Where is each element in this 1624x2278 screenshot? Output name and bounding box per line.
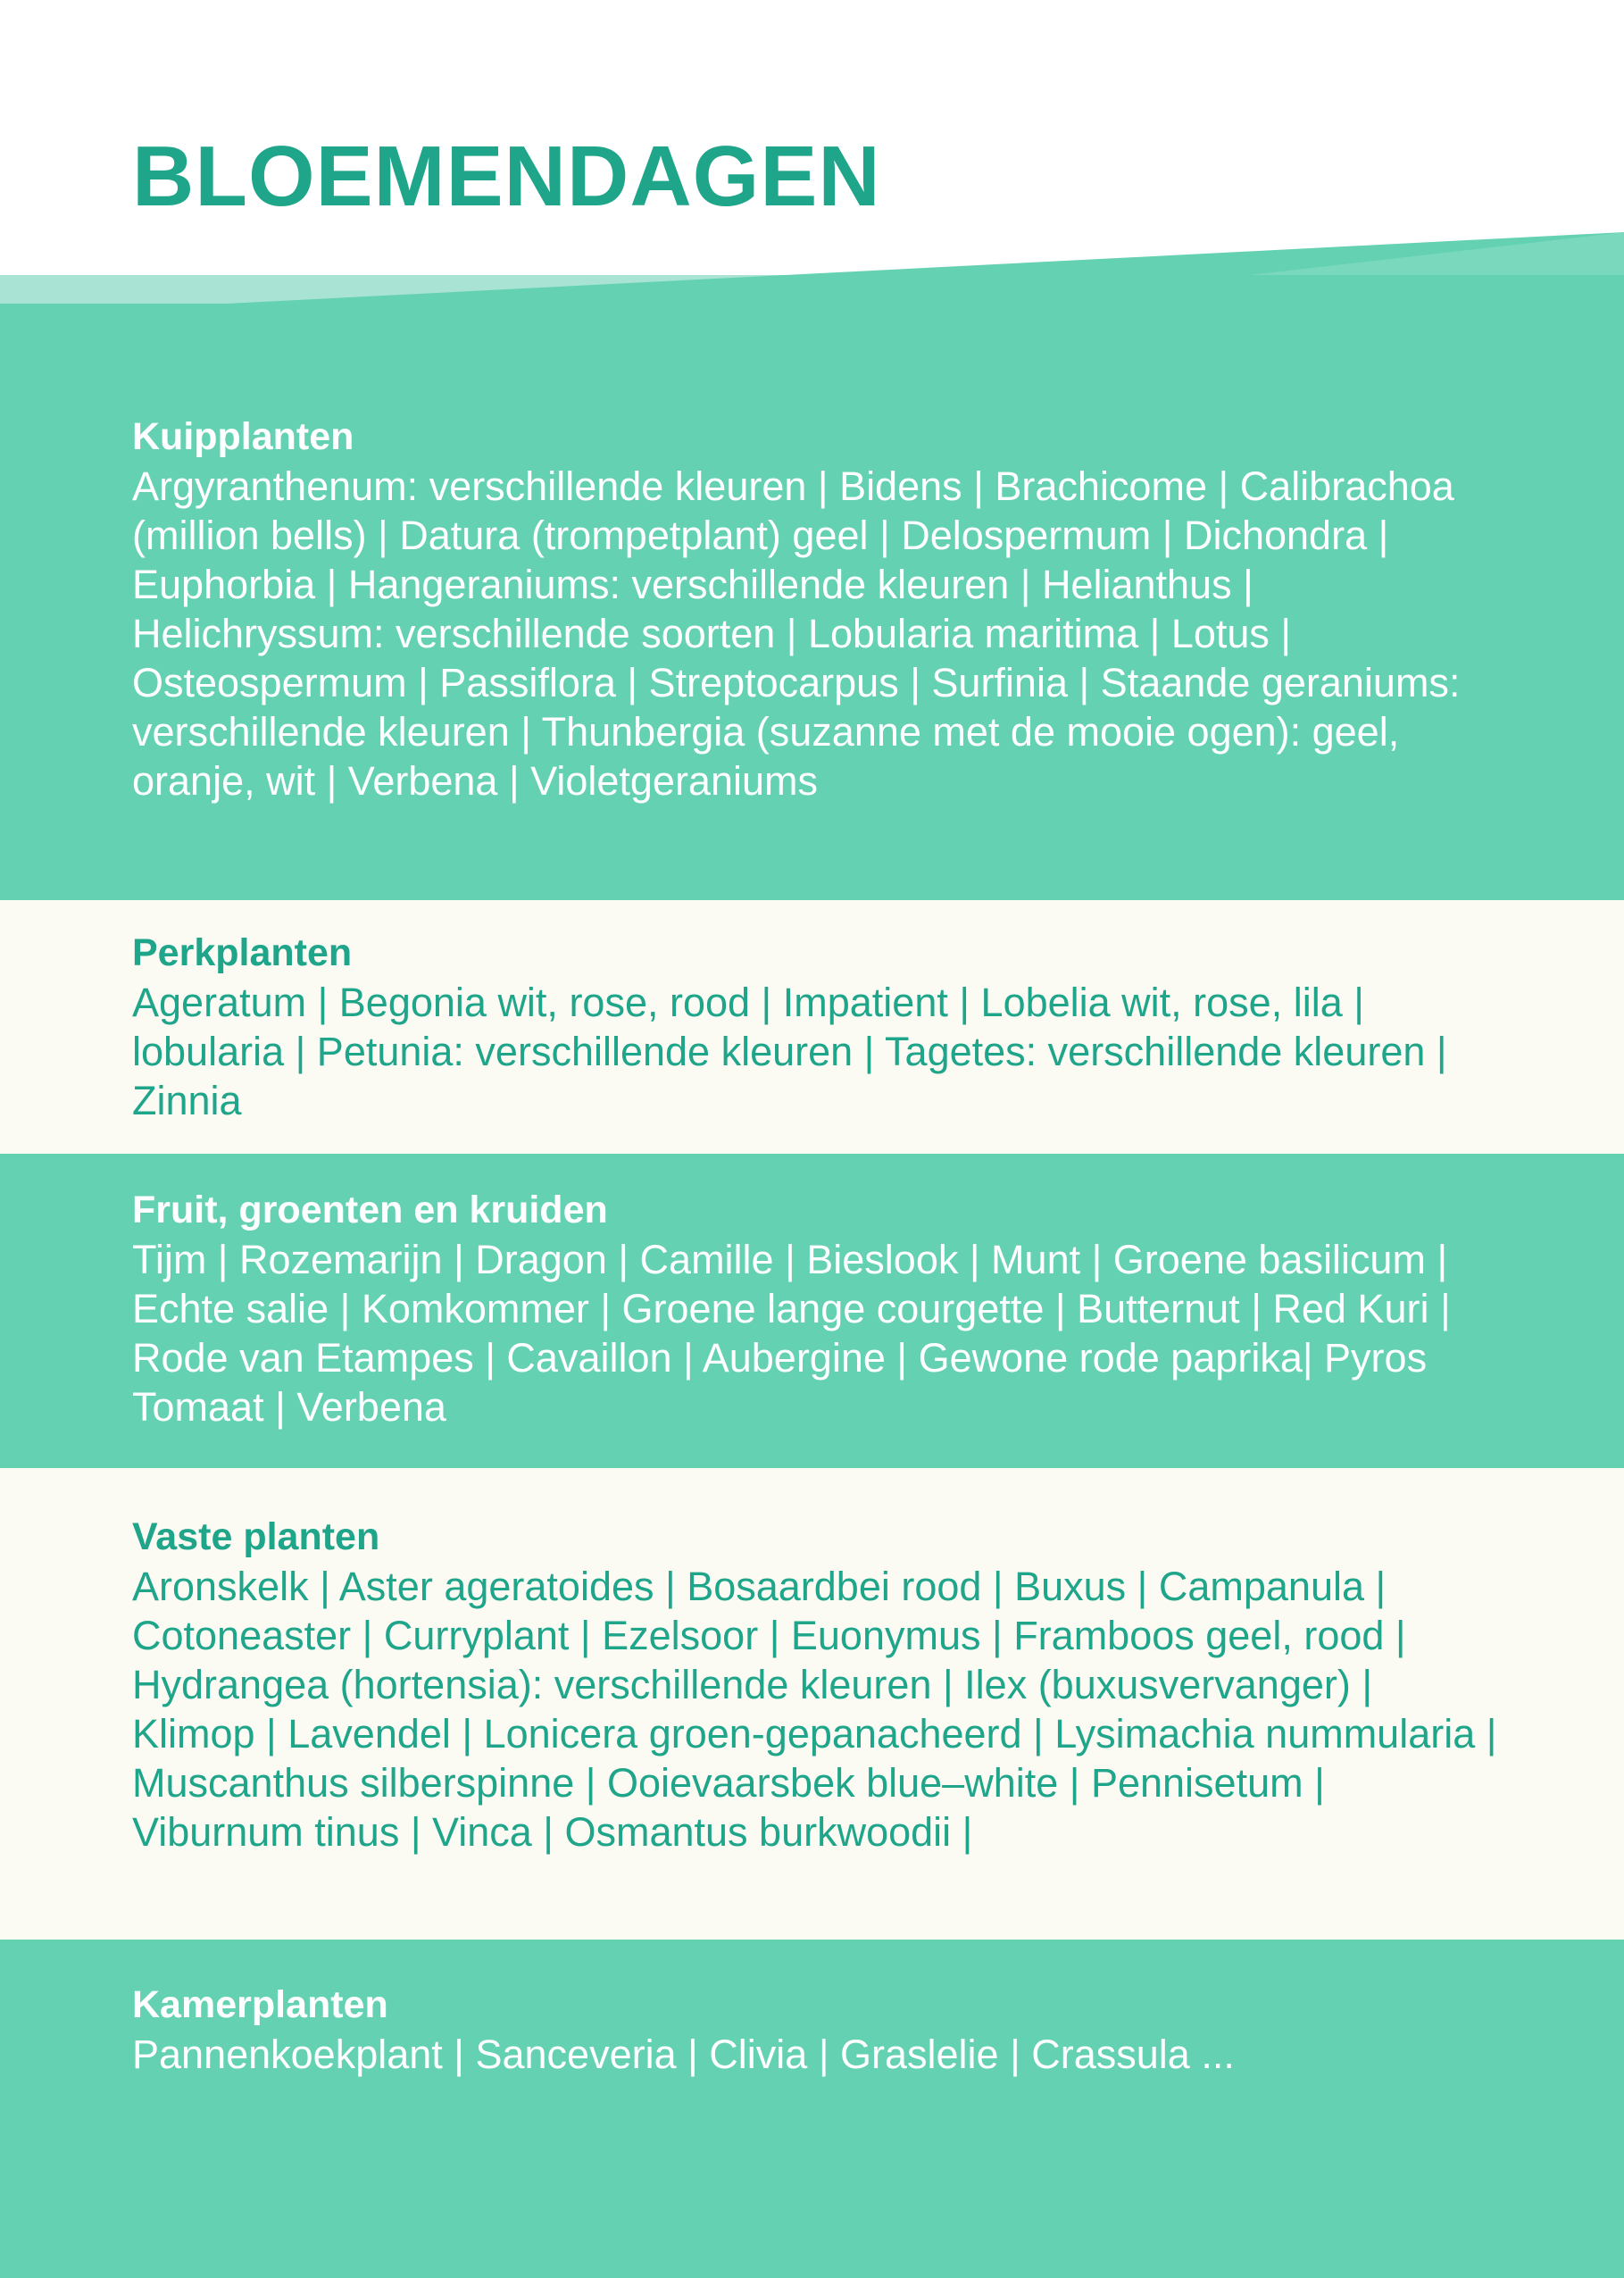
section-title: Kuipplanten bbox=[132, 415, 354, 458]
section-perkplanten bbox=[0, 900, 1624, 1154]
section-fruit-groenten-kruiden bbox=[0, 1154, 1624, 1468]
section-body: Aronskelk | Aster ageratoides | Bosaardbei rood | Buxus | Campanula | Cotoneaster | Curryplant | Ezelsoor | Euonymus | Framboos geel, rood | Hydrangea (hortensia): verschillende kleuren | Ilex (buxusvervanger) | Klimop | Lavendel | Lonicera groen-gepanacheerd | Lysimachia nummularia | Muscanthus silberspinne | Ooievaarsbek blue–white | Pennisetum | Viburnum tinus | Vinca | Osmantus burkwoodii | bbox=[132, 1564, 1497, 1855]
section-title: Vaste planten bbox=[132, 1515, 380, 1558]
section-body: Ageratum | Begonia wit, rose, rood | Impatient | Lobelia wit, rose, lila | lobularia | Petunia: verschillende kleuren | Tagetes: verschillende kleuren | Zinnia bbox=[132, 980, 1447, 1123]
section-title: Kamerplanten bbox=[132, 1983, 388, 2026]
section-kuipplanten bbox=[0, 304, 1624, 900]
section-body: Pannenkoekplant | Sanceveria | Clivia | Graslelie | Crassula ... bbox=[132, 2032, 1235, 2077]
section-title: Fruit, groenten en kruiden bbox=[132, 1189, 608, 1231]
section-body: Tijm | Rozemarijn | Dragon | Camille | Bieslook | Munt | Groene basilicum | Echte salie | Komkommer | Groene lange courgette | Butternut | Red Kuri | Rode van Etampes | Cavaillon | Aubergine | Gewone rode paprika| Pyros Tomaat | Verbena bbox=[132, 1237, 1451, 1430]
page-title: BLOEMENDAGEN bbox=[132, 129, 881, 224]
section-kamerplanten bbox=[0, 1940, 1624, 2278]
section-title: Perkplanten bbox=[132, 931, 353, 974]
section-body: Argyranthenum: verschillende kleuren | Bidens | Brachicome | Calibrachoa (million bells) | Datura (trompetplant) geel | Delospermum | Dichondra | Euphorbia | Hangeraniums: verschillende kleuren | Helianthus | Helichryssum: verschillende soorten | Lobularia maritima | Lotus | Osteospermum | Passiflora | Streptocarpus | Surfinia | Staande geraniums: verschillende kleuren | Thunbergia (suzanne met de mooie ogen): geel, oranje, wit | Verbena | Violetgeraniums bbox=[132, 463, 1461, 804]
section-vaste-planten bbox=[0, 1468, 1624, 1940]
